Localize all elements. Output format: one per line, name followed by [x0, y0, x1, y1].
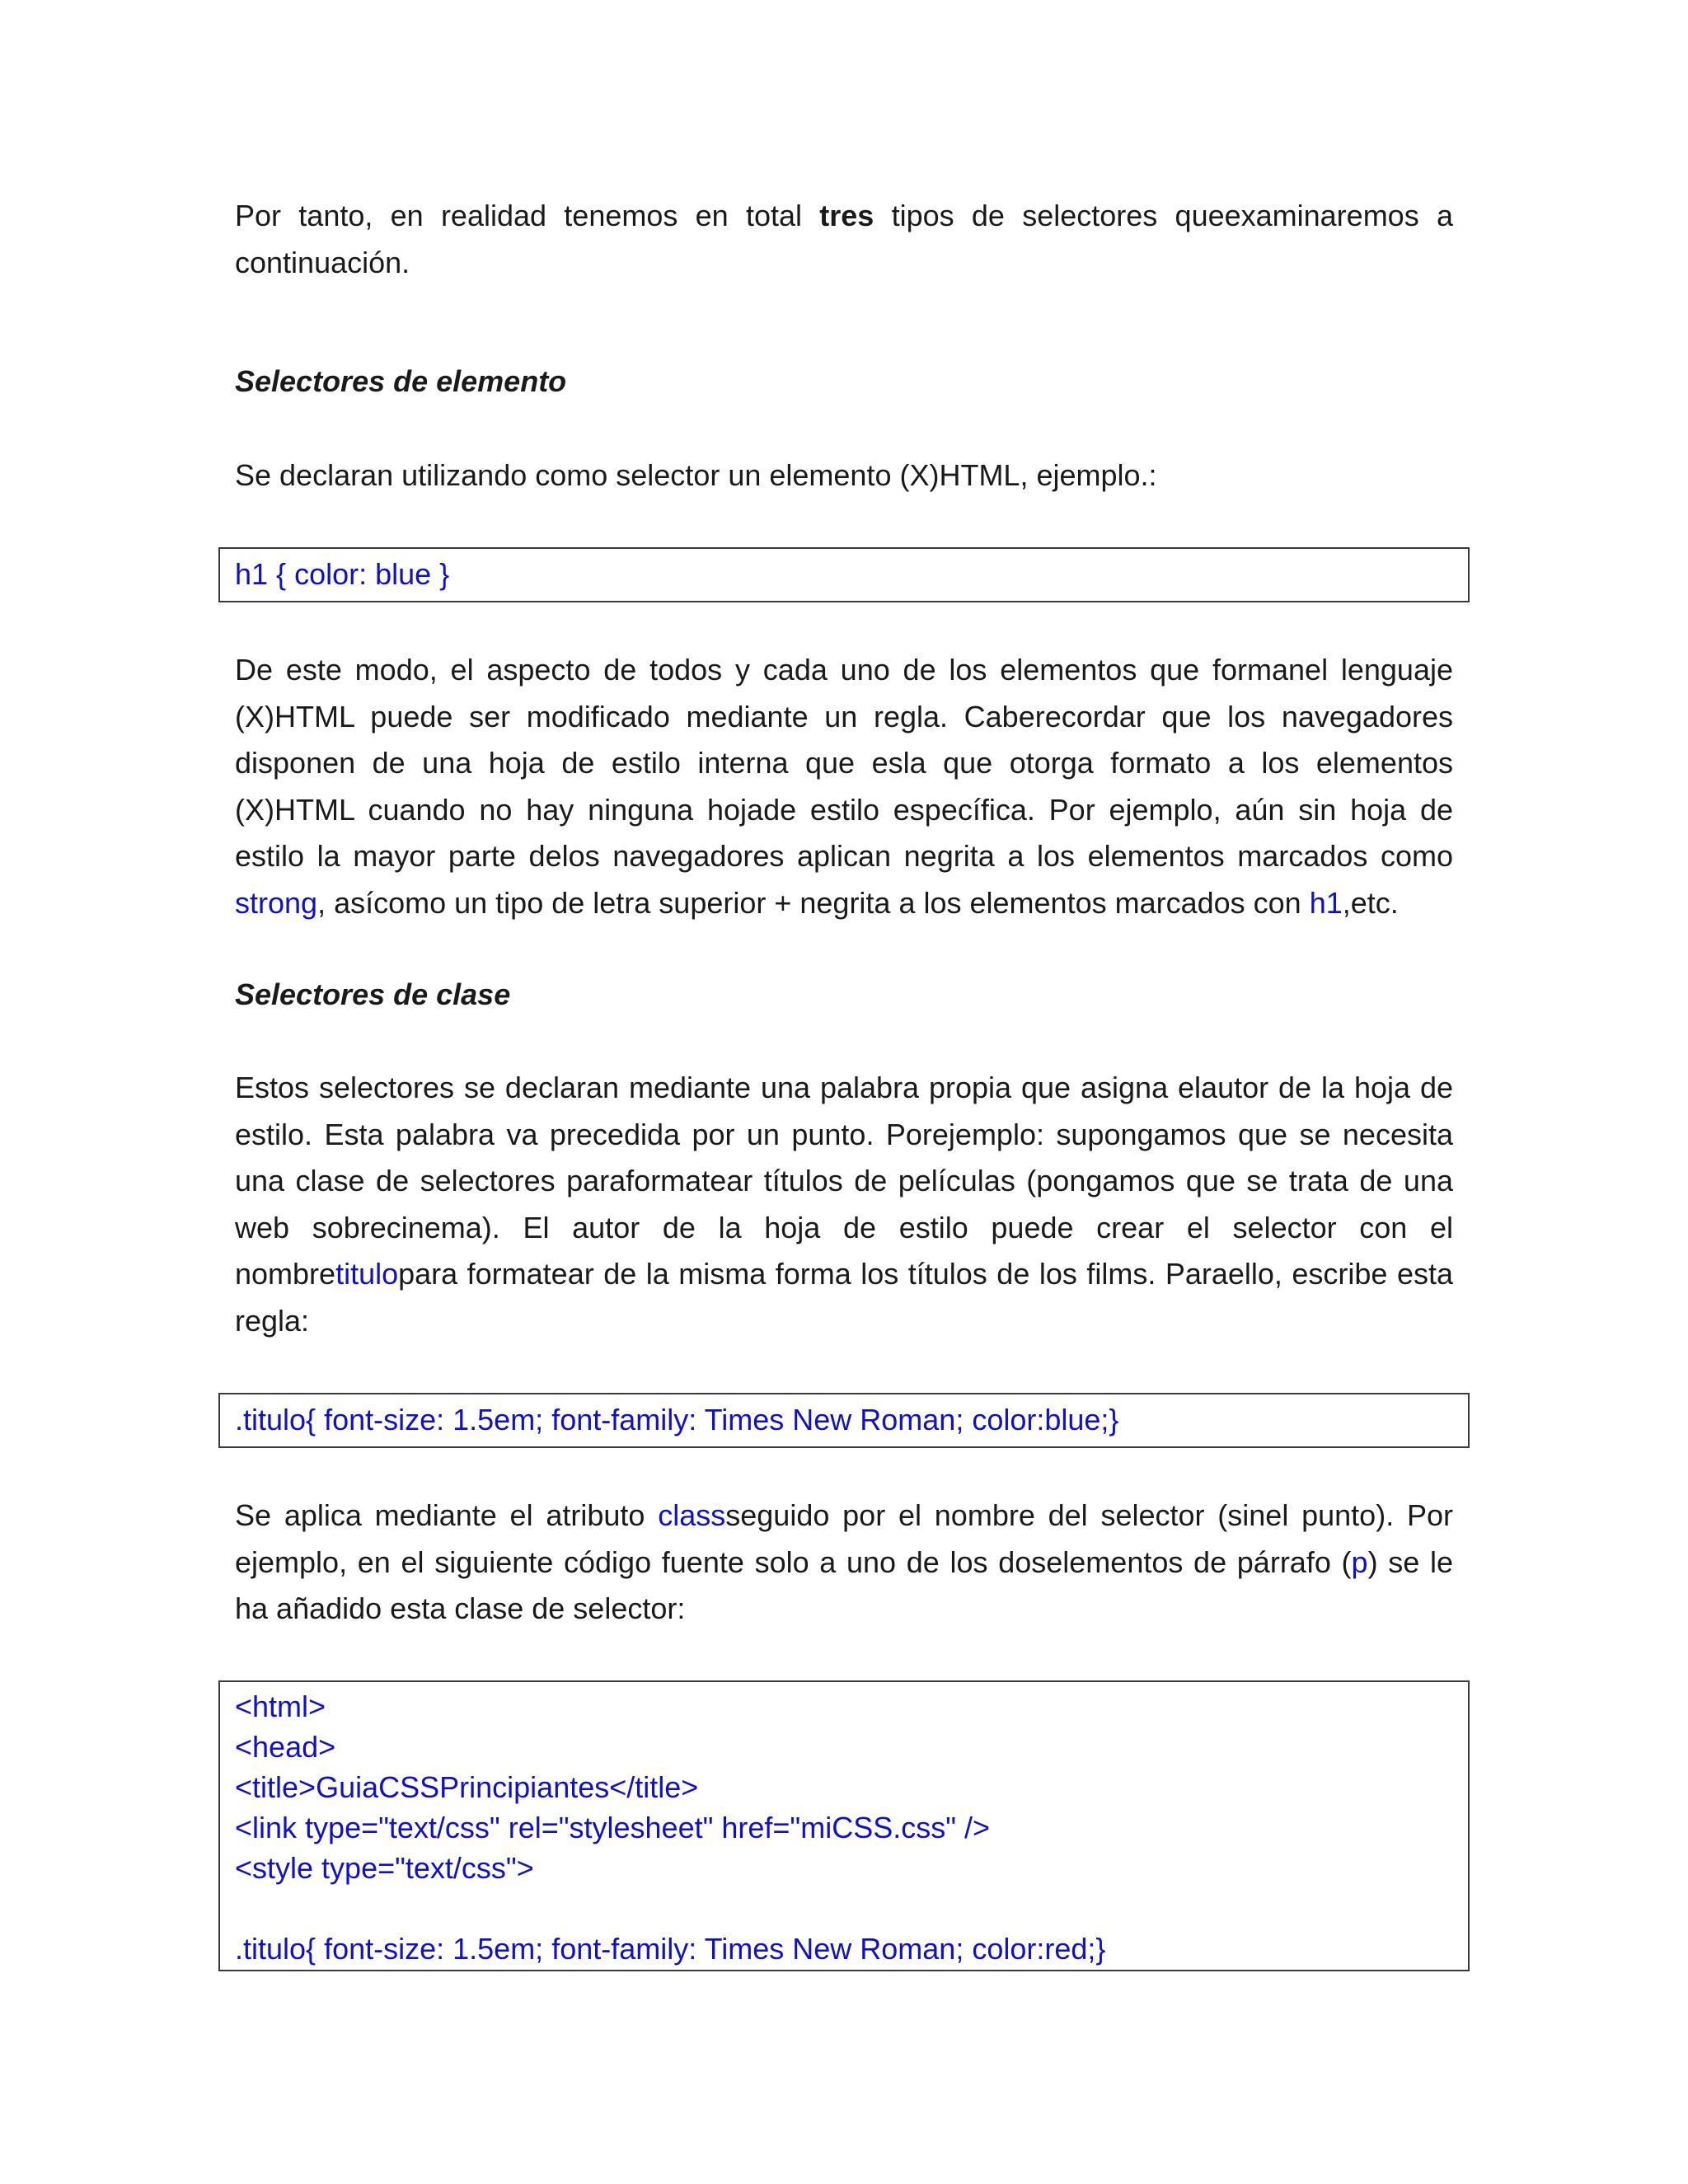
element-selectors-intro: Se declaran utilizando como selector un elemento (X)HTML, ejemplo.:: [235, 458, 1157, 492]
body-text: , asícomo un tipo de letra superior + negrita a los elementos marcados con: [317, 885, 1310, 920]
class-selectors-body: [235, 1065, 1453, 1344]
section-heading-class-selectors: Selectores de clase: [235, 977, 511, 1011]
body-text: seguido por el nombre del selector (sinel punto). Por ejemplo, en el siguiente código fuente solo a uno de los doselementos de párrafo (: [235, 1498, 1453, 1579]
code-box-html-example: [218, 1680, 1470, 1971]
code-line-html-open: <html>: [235, 1690, 326, 1723]
body-text: Estos selectores se declaran mediante una palabra propia que asigna elautor de la hoja de estilo. Esta palabra va precedida por un punto. Porejemplo: supongamos que se necesita una clase de selectores paraformatear títulos de películas (pongamos que se trata de una web sobrecinema). El autor de la hoja de estilo puede crear el selector con el nombre: [235, 1071, 1453, 1291]
body-text: ) se le ha añadido esta clase de selector:: [235, 1544, 1453, 1625]
element-selectors-body: [235, 647, 1453, 926]
intro-paragraph: [235, 193, 1453, 286]
body-text: ,etc.: [1342, 885, 1399, 920]
code-line-link: <link type="text/css" rel="stylesheet" href="miCSS.css" />: [235, 1811, 991, 1844]
intro-text-before: Por tanto, en realidad tenemos en total: [235, 199, 820, 232]
body-text: para formatear de la misma forma los títulos de los films. Paraello, escribe esta regla:: [235, 1257, 1453, 1338]
code-line-titulo-red: .titulo{ font-size: 1.5em; font-family: Times New Roman; color:red;}: [235, 1932, 1106, 1966]
intro-text-after: tipos de selectores queexaminaremos a continuación.: [235, 199, 1453, 279]
code-box-titulo-rule: [218, 1393, 1470, 1448]
keyword-strong: strong: [235, 885, 318, 920]
body-text: Se aplica mediante el atributo: [235, 1498, 659, 1532]
code-line: h1 { color: blue }: [235, 557, 450, 591]
code-line: .titulo{ font-size: 1.5em; font-family: Times New Roman; color:blue;}: [235, 1403, 1119, 1436]
body-text: De este modo, el aspecto de todos y cada uno de los elementos que formanel lenguaje (X)HTML puede ser modificado mediante un regla. Caberecordar que los navegadores disponen de una hoja de estilo interna que esla que otorga formato a los elementos (X)HTML cuando no hay ninguna hojade estilo específica. Por ejemplo, aún sin hoja de estilo la mayor parte delos navegadores aplican negrita a los elementos marcados como: [235, 653, 1453, 873]
keyword-p: p: [1351, 1544, 1368, 1579]
code-line-head-open: <head>: [235, 1730, 336, 1764]
code-line-title: <title>GuiaCSSPrincipiantes</title>: [235, 1770, 699, 1804]
code-line-blank: [235, 1888, 1453, 1929]
keyword-class: class: [658, 1498, 726, 1532]
keyword-titulo: titulo: [335, 1257, 399, 1291]
section-heading-element-selectors: Selectores de elemento: [235, 364, 567, 398]
code-line-style-open: <style type="text/css">: [235, 1851, 534, 1885]
keyword-h1: h1: [1309, 885, 1343, 920]
intro-bold-word: tres: [819, 199, 874, 232]
class-apply-paragraph: [235, 1493, 1453, 1633]
code-box-h1-rule: [218, 547, 1470, 602]
